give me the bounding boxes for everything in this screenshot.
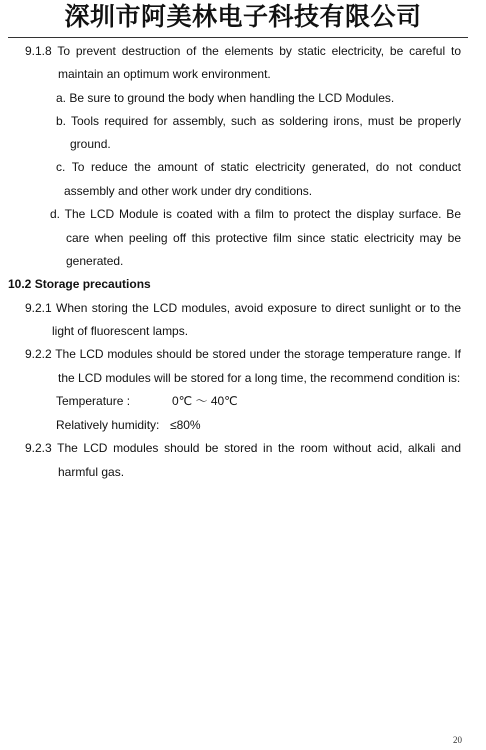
- list-item-d-line-1: d. The LCD Module is coated with a film to protect the display surface. Be: [50, 207, 461, 221]
- paragraph-9-2-2-line-1: 9.2.2 The LCD modules should be stored under the storage temperature range. If: [25, 347, 461, 361]
- humidity-label: Relatively humidity:: [56, 418, 160, 432]
- paragraph-9-2-1-line-1: 9.2.1 When storing the LCD modules, avoid exposure to direct sunlight or to the: [25, 301, 461, 315]
- list-item-c-line-1: c. To reduce the amount of static electricity generated, do not conduct: [56, 160, 461, 174]
- section-heading-storage-precautions: 10.2 Storage precautions: [8, 277, 151, 291]
- page-number: 20: [453, 735, 462, 745]
- humidity-value: ≤80%: [170, 418, 201, 432]
- list-item-c-line-2: assembly and other work under dry conditions.: [64, 184, 313, 198]
- paragraph-9-2-1-line-2: light of fluorescent lamps.: [52, 324, 189, 338]
- list-item-b-line-1: b. Tools required for assembly, such as soldering irons, must be properly: [56, 114, 461, 128]
- list-item-d-line-2: care when peeling off this protective film since static electricity may be: [66, 231, 461, 245]
- paragraph-9-1-8-line-2: maintain an optimum work environment.: [58, 67, 271, 81]
- temperature-value: 0℃ ～ 40℃: [172, 394, 238, 408]
- paragraph-9-2-3-line-1: 9.2.3 The LCD modules should be stored in the room without acid, alkali and: [25, 441, 461, 455]
- paragraph-9-1-8-line-1: 9.1.8 To prevent destruction of the elements by static electricity, be careful to: [25, 44, 461, 58]
- paragraph-9-2-3-line-2: harmful gas.: [58, 465, 125, 479]
- header-divider: [8, 37, 468, 38]
- temperature-label: Temperature :: [56, 394, 131, 408]
- list-item-a: a. Be sure to ground the body when handling the LCD Modules.: [56, 91, 395, 105]
- list-item-d-line-3: generated.: [66, 254, 124, 268]
- list-item-b-line-2: ground.: [70, 137, 111, 151]
- paragraph-9-2-2-line-2: the LCD modules will be stored for a long time, the recommend condition is:: [58, 371, 461, 385]
- company-header-title: 深圳市阿美林电子科技有限公司: [64, 2, 422, 31]
